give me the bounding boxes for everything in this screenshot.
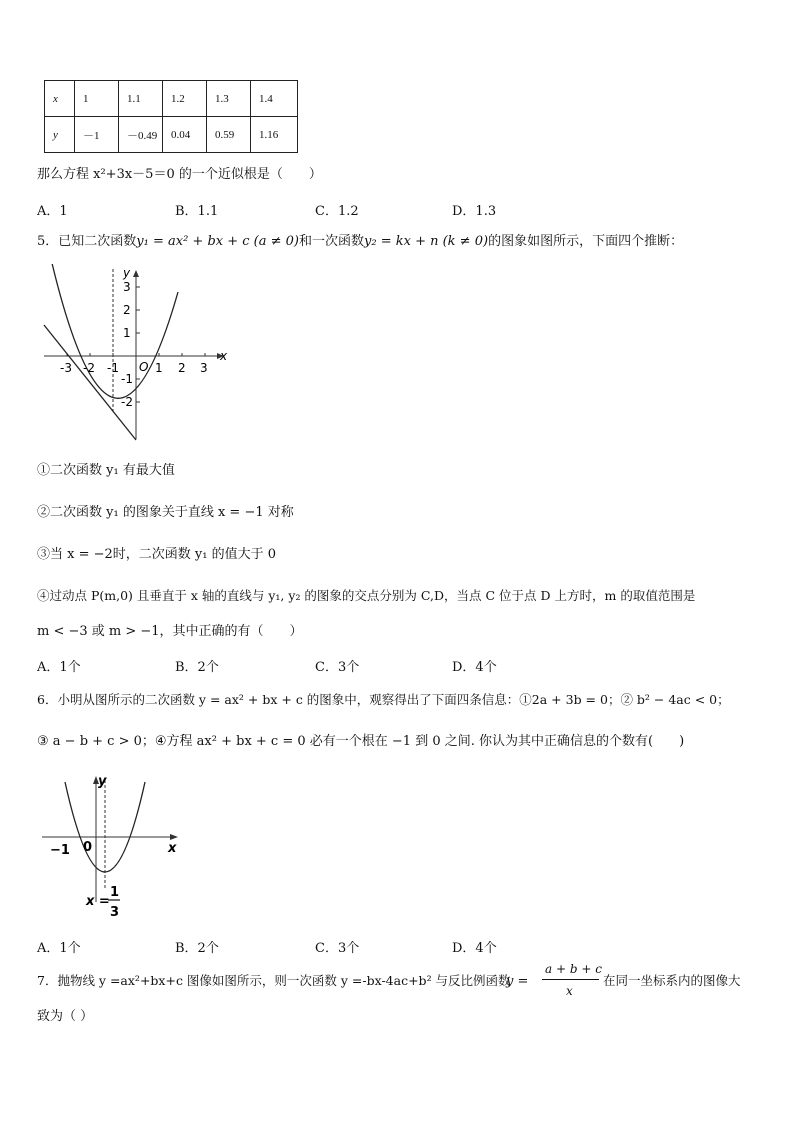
q4-option-b: B．1.1 — [175, 204, 219, 219]
q7-frac-den: x — [566, 984, 573, 998]
q5-formula-y1: y₁ = ax² + bx + c (a ≠ 0) — [136, 234, 299, 249]
q6-option-d: D．4个 — [452, 941, 497, 956]
q5-y-tick: 2 — [123, 303, 131, 317]
q5-x-tick: -2 — [83, 361, 95, 375]
table-cell: 1.1 — [119, 81, 163, 117]
q5-stem-b: 和一次函数 — [299, 234, 365, 249]
q6-option-a: A．1个 — [37, 941, 81, 956]
q7-frac-lhs: y = — [506, 974, 529, 989]
q6-frac-den: 3 — [110, 905, 120, 920]
q5-x-tick: -1 — [107, 361, 119, 375]
q6-neg-one-label: −1 — [50, 843, 70, 858]
q5-x-tick: 1 — [155, 361, 163, 375]
q6-x-label: x — [168, 841, 177, 856]
q6-option-b: B．2个 — [175, 941, 219, 956]
q5-x-tick: -3 — [60, 361, 72, 375]
q5-statement-2: ②二次函数 y₁ 的图象关于直线 x = −1 对称 — [37, 505, 294, 520]
q6-graph — [38, 772, 188, 922]
q5-stem — [37, 235, 683, 248]
q6-axis-eq-label: x = — [86, 894, 110, 909]
table-row — [45, 117, 298, 153]
q5-y-tick: 1 — [123, 326, 131, 340]
table-cell: 1 — [75, 81, 119, 117]
q5-origin-label: O — [139, 360, 149, 374]
q5-parabola — [51, 264, 178, 398]
q5-graph — [36, 264, 236, 444]
q5-y-tick: -1 — [121, 372, 133, 386]
table-cell: 1.16 — [251, 117, 298, 153]
q5-option-d: D．4个 — [452, 660, 497, 675]
q7-stem-line2: 致为（ ） — [37, 1009, 94, 1024]
q5-statement-3: ③当 x = −2时，二次函数 y₁ 的值大于 0 — [37, 547, 277, 562]
q4-option-d: D．1.3 — [452, 204, 497, 219]
table-row — [45, 81, 298, 117]
table-cell: －1 — [75, 117, 119, 153]
q5-y-arrow — [133, 270, 139, 277]
value-table — [44, 80, 298, 153]
q5-option-c: C．3个 — [315, 660, 360, 675]
table-cell: 0.04 — [163, 117, 207, 153]
q5-statement-4-cont: m < −3 或 m > −1，其中正确的有（ ） — [37, 624, 303, 639]
table-cell: 1.3 — [207, 81, 251, 117]
q5-y-label: y — [123, 266, 131, 280]
q5-option-b: B．2个 — [175, 660, 219, 675]
q5-x-tick: 2 — [178, 361, 186, 375]
q4-option-a: A．1 — [37, 204, 68, 219]
q6-zero-label: 0 — [83, 840, 93, 855]
q7-frac-num: a + b + c — [545, 962, 602, 976]
q6-frac-num: 1 — [110, 885, 120, 900]
table-cell: 1.2 — [163, 81, 207, 117]
q5-option-a: A．1个 — [37, 660, 81, 675]
q5-stem-c: 的图象如图所示，下面四个推断： — [488, 234, 684, 249]
q5-statement-4: ④过动点 P(m,0) 且垂直于 x 轴的直线与 y₁, y₂ 的图象的交点分别为 C,D，当点 C 位于点 D 上方时，m 的取值范围是 — [37, 588, 696, 603]
q6-x-arrow — [170, 834, 178, 840]
table-cell: 0.59 — [207, 117, 251, 153]
q5-y-tick: -2 — [121, 395, 133, 409]
q6-y-label: y — [98, 774, 107, 789]
table-header-y: y — [45, 117, 75, 153]
q5-x-tick: 3 — [200, 361, 208, 375]
q5-y-tick: 3 — [123, 280, 131, 294]
table-header-x: x — [45, 81, 75, 117]
q5-stem-a: 5．已知二次函数 — [37, 234, 137, 249]
table-cell: －0.49 — [119, 117, 163, 153]
q6-stem-line1: 6．小明从图所示的二次函数 y = ax² + bx + c 的图象中，观察得出了下面四条信息：①2a + 3b = 0；② b² − 4ac < 0； — [37, 692, 730, 707]
q7-stem-a: 7．抛物线 y =ax²+bx+c 图像如图所示，则一次函数 y =-bx-4ac+b² 与反比例函数 — [37, 973, 511, 988]
q6-option-c: C．3个 — [315, 941, 360, 956]
q5-formula-y2: y₂ = kx + n (k ≠ 0) — [364, 234, 489, 249]
q6-stem-line2: ③ a − b + c > 0；④方程 ax² + bx + c = 0 必有一个根在 −1 到 0 之间. 你认为其中正确信息的个数有( ) — [37, 734, 685, 749]
q7-stem-b: 在同一坐标系内的图像大 — [603, 973, 741, 988]
q4-option-c: C．1.2 — [315, 204, 359, 219]
q7-frac-bar — [542, 979, 599, 980]
table-cell: 1.4 — [251, 81, 298, 117]
q5-x-label: x — [220, 349, 228, 363]
q4-stem: 那么方程 x²+3x－5＝0 的一个近似根是（ ） — [37, 167, 322, 182]
q5-statement-1: ①二次函数 y₁ 有最大值 — [37, 463, 175, 478]
